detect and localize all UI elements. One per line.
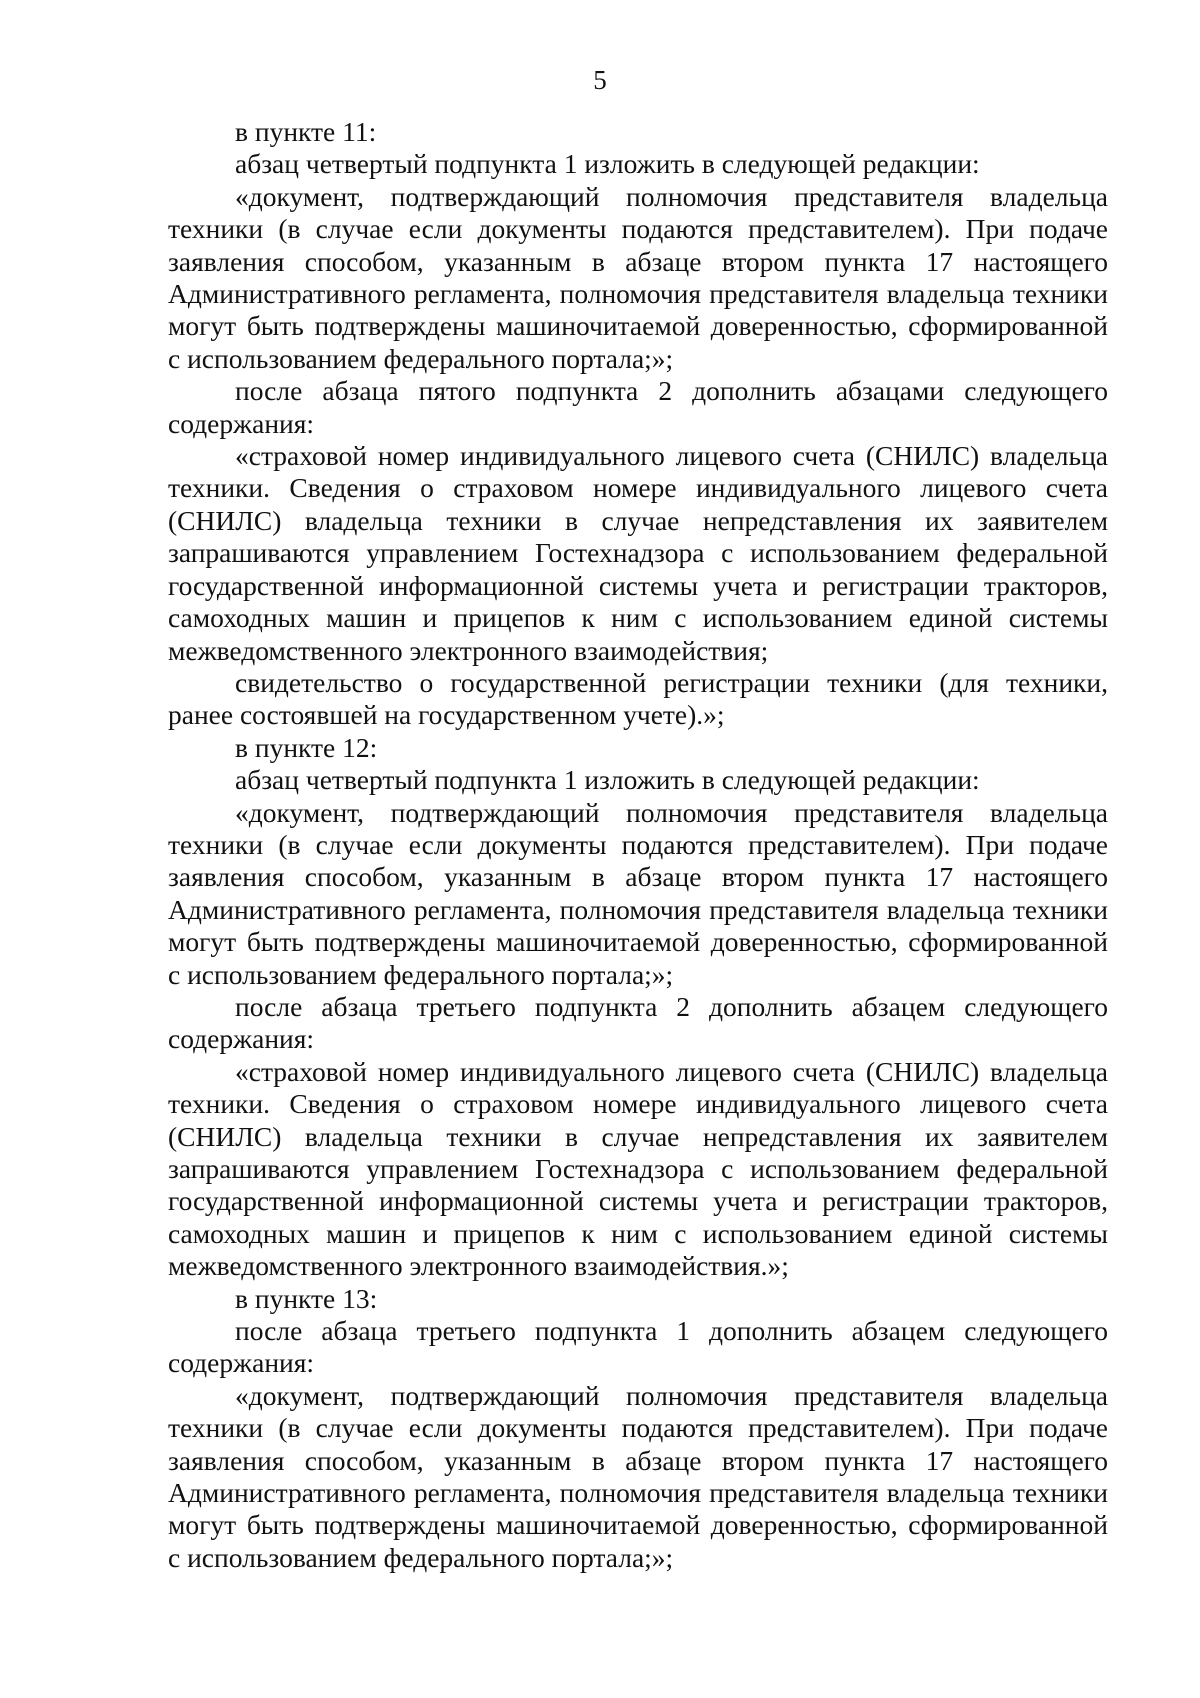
paragraph: «страховой номер индивидуального лицевого счета (СНИЛС) владельца техники. Сведения о страховом номере индивидуального лицевого счета (СНИЛС) владельца техники в случае непредставления их заявителем запрашиваются управлением Гостехнадзора с использованием федеральной государственной информационной системы учета и регистрации тракторов, самоходных машин и прицепов к ним с использованием единой системы межведомственного электронного взаимодействия; [168, 440, 1108, 666]
paragraph: в пункте 12: [235, 731, 378, 763]
paragraph: в пункте 13: [235, 1282, 378, 1314]
paragraph: «документ, подтверждающий полномочия представителя владельца техники (в случае если документы подаются представителем). При подаче заявления способом, указанным в абзаце втором пункта 17 настоящего Административного регламента, полномочия представителя владельца техники могут быть подтверждены машиночитаемой доверенностью, сформированной с использованием федерального портала;»; [168, 180, 1108, 374]
document-body [168, 116, 1108, 1574]
page-number: 5 [593, 65, 607, 95]
paragraph: «страховой номер индивидуального лицевого счета (СНИЛС) владельца техники. Сведения о страховом номере индивидуального лицевого счета (СНИЛС) владельца техники в случае непредставления их заявителем запрашиваются управлением Гостехнадзора с использованием федеральной государственной информационной системы учета и регистрации тракторов, самоходных машин и прицепов к ним с использованием единой системы межведомственного электронного взаимодействия.»; [168, 1055, 1108, 1282]
paragraph: после абзаца пятого подпункта 2 дополнить абзацами следующего содержания: [168, 375, 1108, 439]
paragraph: «документ, подтверждающий полномочия представителя владельца техники (в случае если документы подаются представителем). При подаче заявления способом, указанным в абзаце втором пункта 17 настоящего Административного регламента, полномочия представителя владельца техники могут быть подтверждены машиночитаемой доверенностью, сформированной с использованием федерального портала;»; [168, 796, 1108, 990]
paragraph: абзац четвертый подпункта 1 изложить в следующей редакции: [235, 148, 980, 180]
paragraph: после абзаца третьего подпункта 1 дополнить абзацем следующего содержания: [168, 1315, 1108, 1379]
paragraph: абзац четвертый подпункта 1 изложить в следующей редакции: [235, 764, 980, 796]
paragraph: свидетельство о государственной регистрации техники (для техники, ранее состоявшей на государственном учете).»; [168, 666, 1108, 731]
paragraph: в пункте 11: [235, 116, 377, 147]
paragraph: «документ, подтверждающий полномочия представителя владельца техники (в случае если документы подаются представителем). При подаче заявления способом, указанным в абзаце втором пункта 17 настоящего Административного регламента, полномочия представителя владельца техники могут быть подтверждены машиночитаемой доверенностью, сформированной с использованием федерального портала;»; [168, 1379, 1108, 1573]
paragraph: после абзаца третьего подпункта 2 дополнить абзацем следующего содержания: [168, 990, 1108, 1055]
